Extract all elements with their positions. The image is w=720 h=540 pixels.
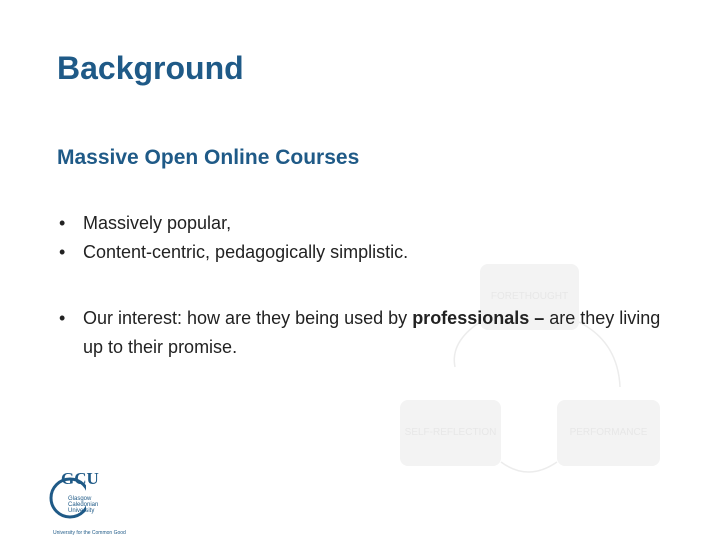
bullet-text: Content-centric, pedagogically simplistic. bbox=[83, 242, 409, 262]
bullet-dot: • bbox=[59, 242, 66, 262]
performance-box: PERFORMANCE bbox=[557, 400, 660, 466]
bullet-text: Our interest: how are they being used by bbox=[83, 308, 413, 328]
bullet-dot: • bbox=[59, 308, 66, 328]
slide-subtitle: Massive Open Online Courses bbox=[57, 146, 360, 169]
bullet-item bbox=[57, 209, 677, 238]
bullet-text: Massively popular, bbox=[83, 213, 232, 233]
bullet-list bbox=[57, 209, 677, 362]
bullet-emphasis: professionals – bbox=[412, 308, 545, 328]
bullet-text-tail: are they living up to their promise. bbox=[83, 308, 661, 357]
slide-title: Background bbox=[57, 50, 244, 86]
bullet-item bbox=[57, 238, 677, 267]
self-reflection-box: SELF-REFLECTION bbox=[400, 400, 501, 466]
logo-tagline: University for the Common Good bbox=[53, 530, 126, 536]
logo-abbrev: GCU bbox=[61, 469, 99, 488]
university-logo bbox=[48, 469, 160, 538]
bullet-item bbox=[57, 304, 677, 362]
logo-name: Glasgow Caledonian University bbox=[68, 496, 99, 514]
bullet-dot: • bbox=[59, 213, 66, 233]
forethought-box: FORETHOUGHT bbox=[480, 264, 579, 330]
